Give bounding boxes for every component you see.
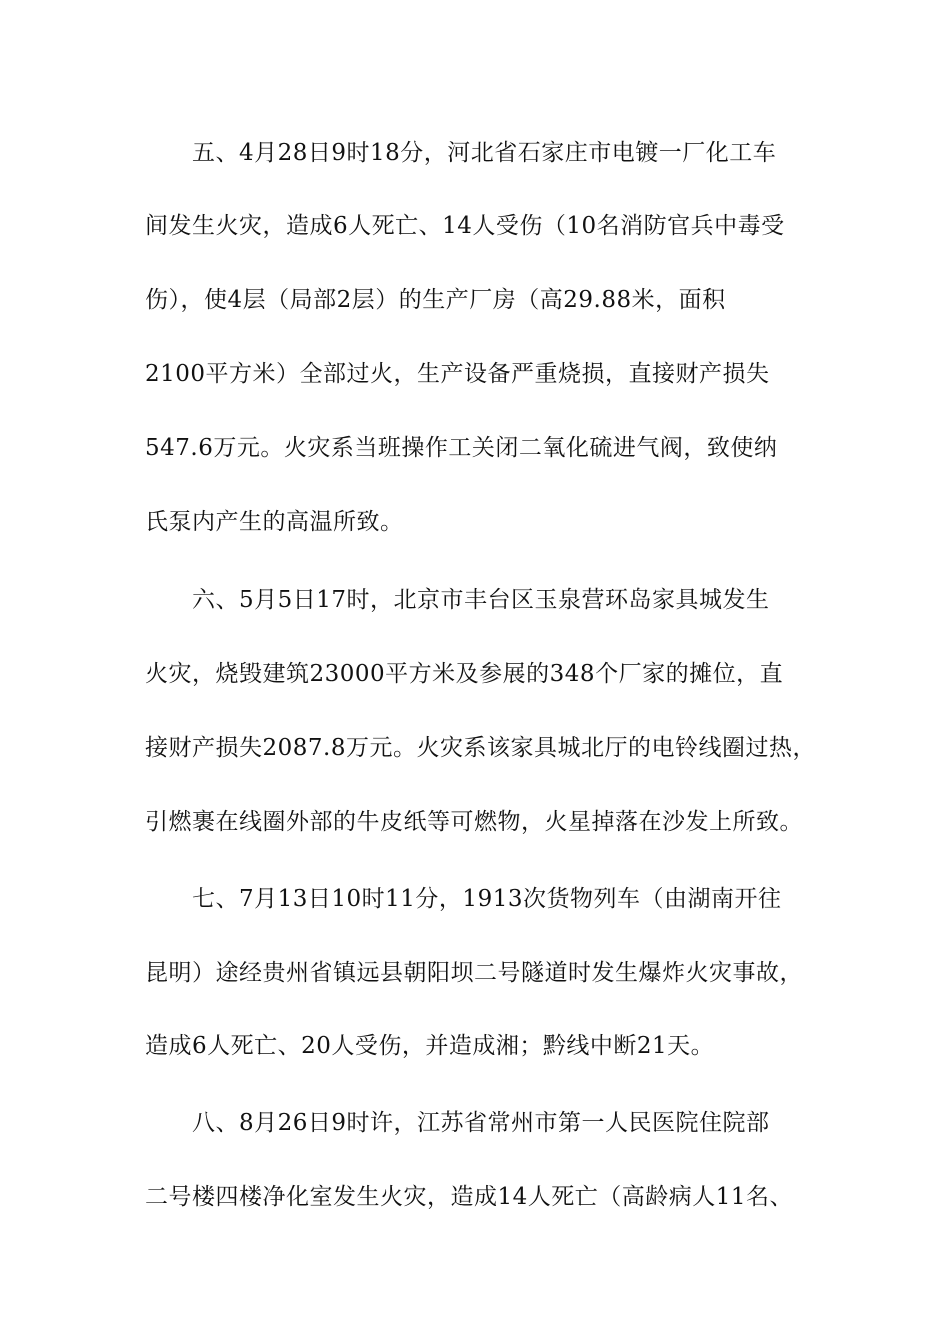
paragraph-5-line-2: 间发生火灾，造成6人死亡、14人受伤（10名消防官兵中毒受	[145, 213, 785, 239]
paragraph-8-line-1: 八、8月26日9时许，江苏省常州市第一人民医院住院部	[192, 1110, 770, 1136]
paragraph-5-line-4: 2100平方米）全部过火，生产设备严重烧损，直接财产损失	[145, 361, 770, 387]
paragraph-5-line-5: 547.6万元。火灾系当班操作工关闭二氧化硫进气阀，致使纳	[145, 435, 778, 461]
paragraph-7-line-2: 昆明）途经贵州省镇远县朝阳坝二号隧道时发生爆炸火灾事故，	[145, 960, 803, 986]
paragraph-5-line-6: 氏泵内产生的高温所致。	[145, 509, 404, 535]
paragraph-6-line-2: 火灾，烧毁建筑23000平方米及参展的348个厂家的摊位，直	[145, 661, 784, 687]
paragraph-6-line-3: 接财产损失2087.8万元。火灾系该家具城北厅的电铃线圈过热，	[145, 735, 816, 761]
paragraph-6-line-4: 引燃裹在线圈外部的牛皮纸等可燃物，火星掉落在沙发上所致。	[145, 809, 803, 835]
paragraph-6-line-1: 六、5月5日17时，北京市丰台区玉泉营环岛家具城发生	[192, 587, 770, 613]
paragraph-8-line-2: 二号楼四楼净化室发生火灾，造成14人死亡（高龄病人11名、	[145, 1184, 794, 1210]
paragraph-7-line-1: 七、7月13日10时11分，1913次货物列车（由湖南开往	[192, 886, 782, 912]
paragraph-5-line-3: 伤），使4层（局部2层）的生产厂房（高29.88米，面积	[145, 287, 726, 313]
paragraph-5-line-1: 五、4月28日9时18分，河北省石家庄市电镀一厂化工车	[192, 140, 777, 166]
paragraph-7-line-3: 造成6人死亡、20人受伤，并造成湘；黔线中断21天。	[145, 1033, 715, 1059]
